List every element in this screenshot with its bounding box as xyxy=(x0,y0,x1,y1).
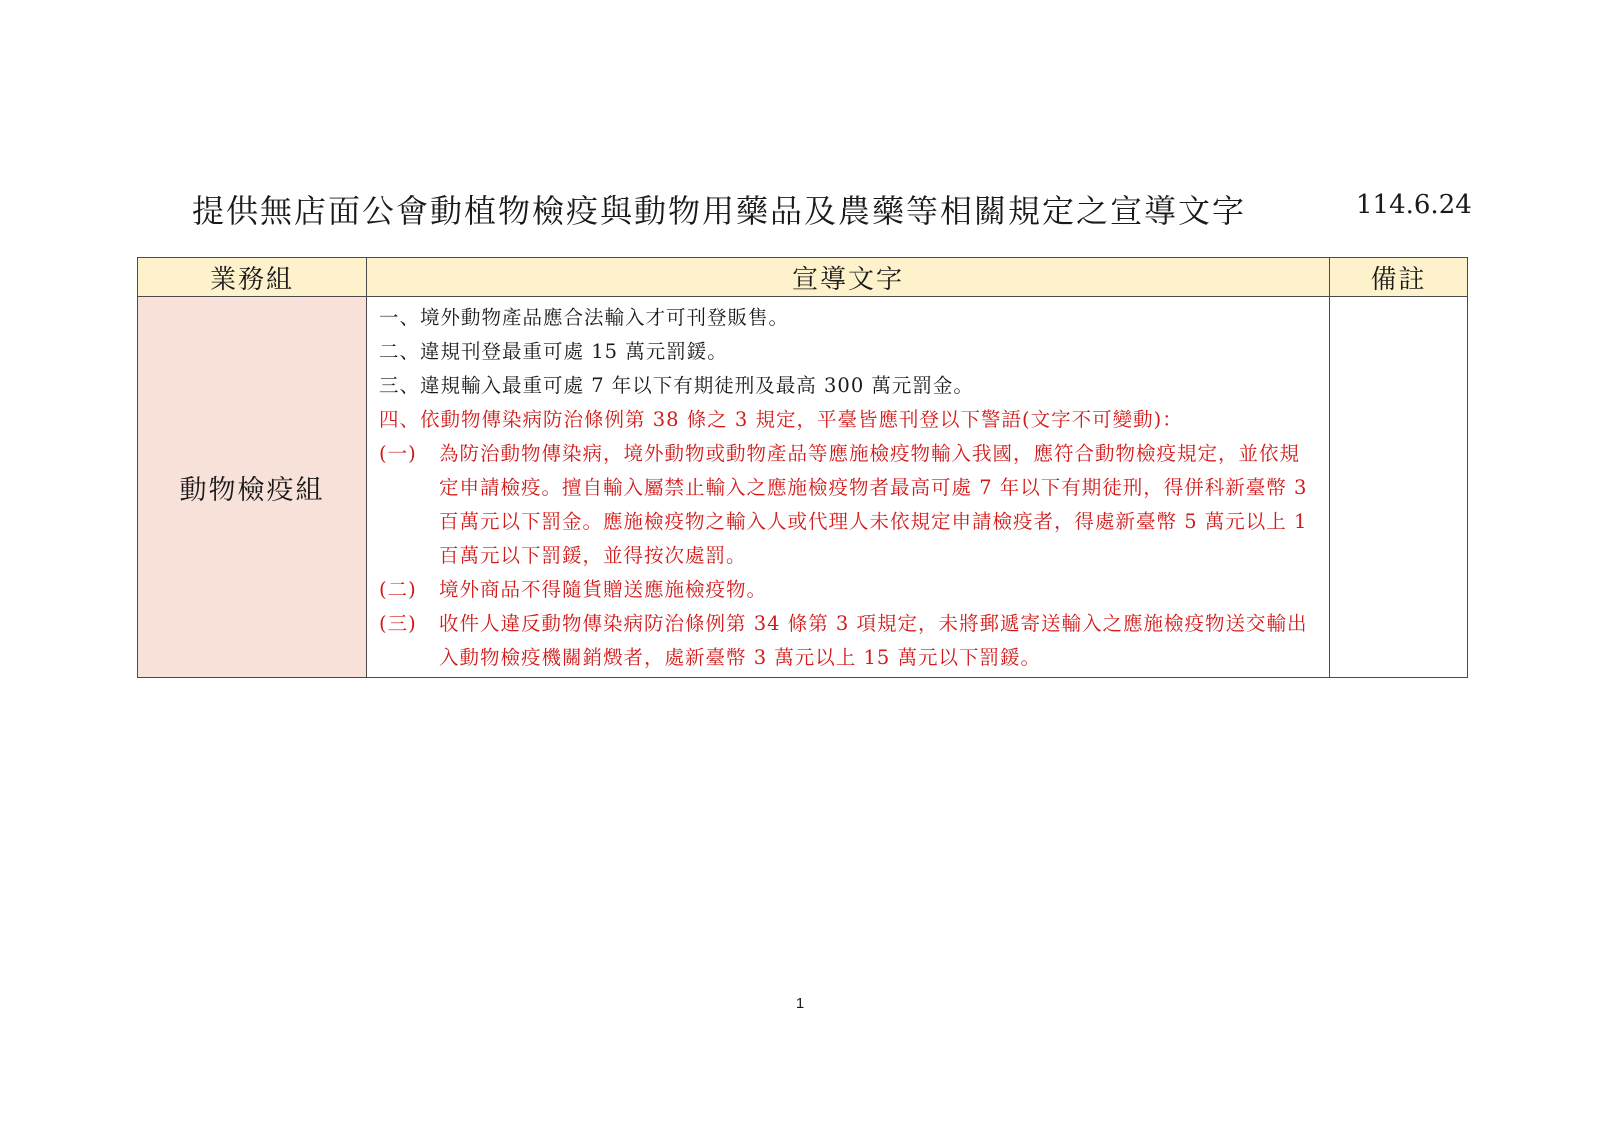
warning-text: 境外商品不得隨貨贈送應施檢疫物。 xyxy=(439,578,768,601)
warning-item xyxy=(379,573,1319,607)
group-name: 動物檢疫組 xyxy=(138,297,367,678)
list-item: 三、違規輸入最重可處 7 年以下有期徒刑及最高 300 萬元罰金。 xyxy=(379,374,974,397)
warning-marker: (二) xyxy=(379,578,417,601)
page-number: 1 xyxy=(795,995,805,1012)
table-row xyxy=(138,297,1468,678)
table-header-row xyxy=(138,258,1468,297)
document-date: 114.6.24 xyxy=(1356,190,1472,220)
warning-marker: (一) xyxy=(379,442,417,465)
list-item: 二、違規刊登最重可處 15 萬元罰鍰。 xyxy=(379,340,728,363)
warning-marker: (三) xyxy=(379,612,417,635)
notes-cell xyxy=(1330,297,1468,678)
warning-heading: 四、依動物傳染病防治條例第 38 條之 3 規定，平臺皆應刊登以下警語(文字不可變動)： xyxy=(379,408,1183,431)
content-cell xyxy=(367,297,1330,678)
warning-text: 為防治動物傳染病，境外動物或動物產品等應施檢疫物輸入我國，應符合動物檢疫規定，並依規定申請檢疫。擅自輸入屬禁止輸入之應施檢疫物者最高可處 7 年以下有期徒刑，得併科新臺幣 3 百萬元以下罰金。應施檢疫物之輸入人或代理人未依規定申請檢疫者，得處新臺幣 5 萬元以上 1 百萬元以下罰鍰，並得按次處罰。 xyxy=(439,442,1308,567)
header-content: 宣導文字 xyxy=(367,258,1330,297)
warning-item xyxy=(379,607,1319,675)
list-item: 一、境外動物產品應合法輸入才可刊登販售。 xyxy=(379,306,790,329)
header-group: 業務組 xyxy=(138,258,367,297)
announcement-table xyxy=(137,257,1468,678)
header-notes: 備註 xyxy=(1330,258,1468,297)
page-title: 提供無店面公會動植物檢疫與動物用藥品及農藥等相關規定之宣導文字 xyxy=(192,192,1247,230)
warning-text: 收件人違反動物傳染病防治條例第 34 條第 3 項規定，未將郵遞寄送輸入之應施檢疫物送交輸出入動物檢疫機關銷燬者，處新臺幣 3 萬元以上 15 萬元以下罰鍰。 xyxy=(439,612,1308,669)
warning-item xyxy=(379,437,1319,573)
